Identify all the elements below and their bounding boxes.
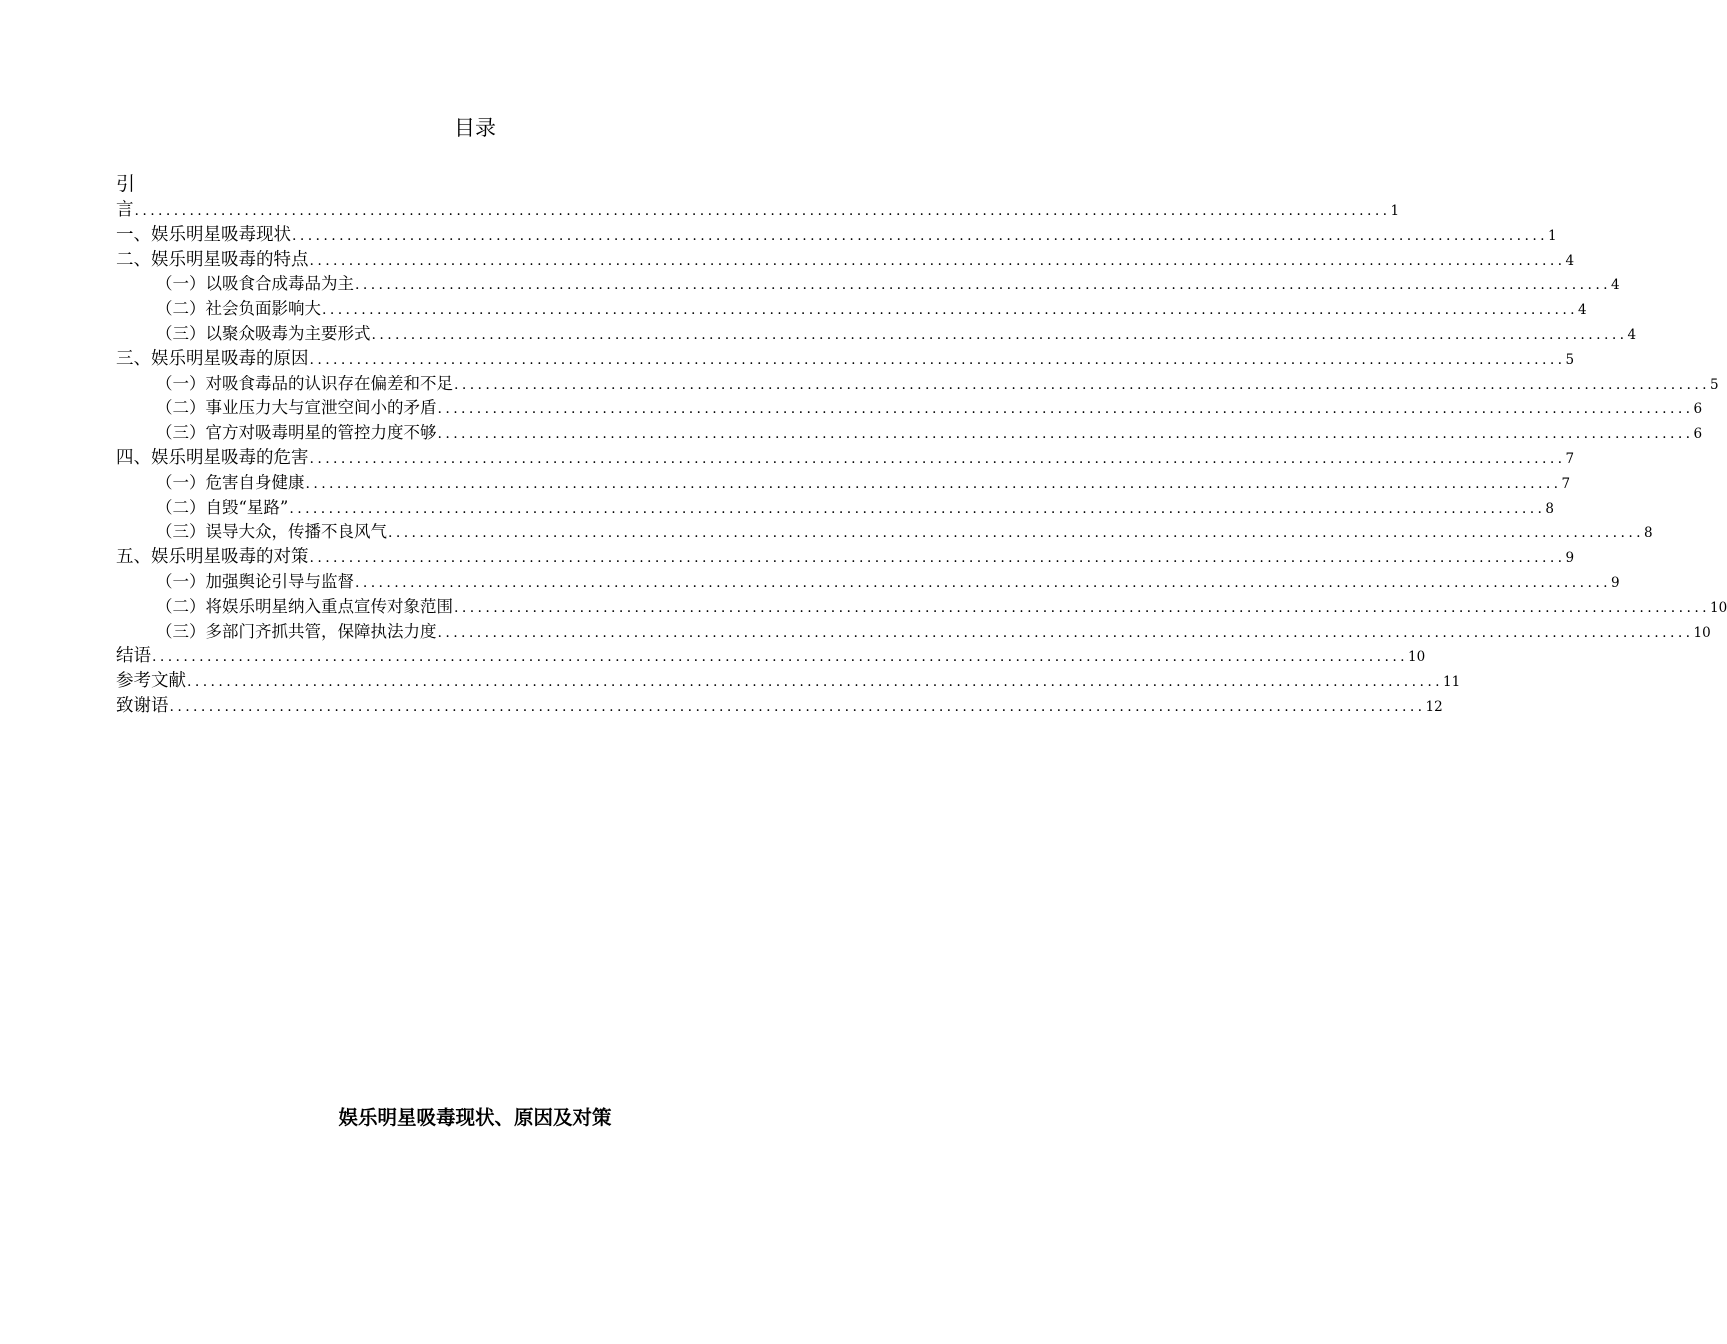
toc-entry-label: 三、娱乐明星吸毒的原因 [116, 348, 309, 369]
toc-entry-label: （二）自毁“星路” [156, 497, 289, 517]
toc-page-number: 4 [1627, 326, 1637, 343]
toc-entry[interactable] [116, 446, 1575, 471]
document-title: 娱乐明星吸毒现状、原因及对策 [338, 1106, 612, 1129]
toc-entry-label: 一、娱乐明星吸毒现状 [116, 224, 291, 245]
toc-entry[interactable] [116, 198, 1400, 223]
toc-page-number: 1 [1548, 227, 1557, 244]
toc-leader-dots: ................................................................................................................................................................ [292, 227, 1549, 244]
toc-subentry[interactable] [116, 496, 1554, 521]
toc-page-number: 7 [1565, 450, 1575, 467]
toc-leader-dots: ................................................................................................................................................................ [289, 500, 1546, 517]
toc-entry[interactable] [116, 545, 1575, 570]
toc-leader-dots: ................................................................................................................................................................ [322, 302, 1579, 319]
toc-leader-dots: ................................................................................................................................................................ [134, 203, 1391, 219]
toc-entry-label: （一）加强舆论引导与监督 [156, 571, 354, 591]
toc-page-number: 6 [1693, 426, 1703, 443]
toc-entry-label: 致谢语 [116, 695, 169, 716]
toc-page-number: 4 [1578, 302, 1587, 319]
toc-subentry[interactable] [116, 297, 1587, 322]
toc-page-number: 4 [1565, 252, 1575, 269]
toc-entry[interactable] [116, 644, 1426, 669]
toc-entry-split-line: 引 [116, 173, 136, 195]
toc-entry-label: 二、娱乐明星吸毒的特点 [116, 249, 309, 270]
toc-page-number: 1 [1390, 203, 1400, 219]
toc-entry-label: 结语 [116, 646, 151, 667]
toc-entry-label: （一）以吸食合成毒品为主 [156, 274, 354, 294]
toc-leader-dots: ................................................................................................................................................................ [305, 475, 1562, 492]
toc-leader-dots: ................................................................................................................................................................ [454, 599, 1711, 616]
toc-leader-dots: ................................................................................................................................................................ [437, 401, 1694, 418]
toc-page-number: 7 [1561, 475, 1571, 492]
toc-entry-label: （三）多部门齐抓共管，保障执法力度 [156, 621, 437, 641]
toc-entry-label: 五、娱乐明星吸毒的对策 [116, 547, 309, 568]
toc-page-number: 8 [1545, 500, 1554, 517]
toc-leader-dots: ................................................................................................................................................................ [437, 624, 1694, 641]
toc-page-number: 10 [1710, 599, 1727, 616]
toc-entry-label: （三）以聚众吸毒为主要形式 [156, 323, 371, 343]
toc-leader-dots: ................................................................................................................................................................ [355, 277, 1612, 294]
toc-page-number: 10 [1693, 624, 1711, 641]
toc-leader-dots: ................................................................................................................................................................ [371, 326, 1628, 343]
toc-page-number: 10 [1408, 649, 1426, 666]
toc-page-number: 8 [1644, 525, 1653, 542]
toc-entry-label: （一）危害自身健康 [156, 472, 305, 492]
toc-subentry[interactable] [116, 372, 1719, 397]
toc-subentry[interactable] [116, 620, 1711, 645]
toc-subentry[interactable] [116, 322, 1637, 347]
toc-page-number: 4 [1611, 277, 1620, 294]
toc-page-number: 12 [1425, 698, 1443, 715]
toc-entry-label: （二）社会负面影响大 [156, 299, 321, 319]
toc-leader-dots: ................................................................................................................................................................ [355, 574, 1612, 591]
toc-subentry[interactable] [116, 272, 1620, 297]
toc-entry-label: 言 [116, 200, 134, 220]
toc-page-number: 5 [1710, 376, 1719, 393]
toc-subentry[interactable] [116, 570, 1620, 595]
toc-entry-label: （二）将娱乐明星纳入重点宣传对象范围 [156, 596, 453, 616]
toc-page-number: 9 [1611, 574, 1620, 591]
toc-entry[interactable] [116, 223, 1557, 248]
toc-leader-dots: ................................................................................................................................................................ [309, 550, 1566, 567]
toc-entry-label: （三）官方对吸毒明星的管控力度不够 [156, 423, 437, 443]
toc-entry-label: 四、娱乐明星吸毒的危害 [116, 447, 309, 468]
toc-leader-dots: ................................................................................................................................................................ [309, 450, 1566, 467]
toc-subentry[interactable] [116, 421, 1703, 446]
toc-entry-label: （二）事业压力大与宣泄空间小的矛盾 [156, 398, 437, 418]
toc-entry-label: 参考文献 [116, 671, 186, 692]
toc-subentry[interactable] [116, 595, 1727, 620]
toc-entry-label: （一）对吸食毒品的认识存在偏差和不足 [156, 373, 453, 393]
toc-subentry[interactable] [116, 396, 1703, 421]
toc-entry[interactable] [116, 347, 1575, 372]
toc-leader-dots: ................................................................................................................................................................ [152, 649, 1409, 666]
toc-entry[interactable] [116, 694, 1443, 719]
toc-leader-dots: ................................................................................................................................................................ [454, 376, 1711, 393]
table-of-contents [116, 172, 1727, 719]
toc-page-number: 5 [1565, 351, 1575, 368]
toc-subentry[interactable] [116, 520, 1653, 545]
toc-leader-dots: ................................................................................................................................................................ [187, 674, 1444, 691]
toc-page-number: 6 [1693, 401, 1703, 418]
toc-leader-dots: ................................................................................................................................................................ [437, 426, 1694, 443]
toc-subentry[interactable] [116, 471, 1571, 496]
toc-entry[interactable] [116, 669, 1461, 694]
toc-leader-dots: ................................................................................................................................................................ [169, 698, 1426, 715]
toc-page-number: 11 [1443, 674, 1461, 691]
toc-leader-dots: ................................................................................................................................................................ [309, 252, 1566, 269]
toc-entry[interactable] [116, 248, 1575, 273]
toc-entry-label: （三）误导大众，传播不良风气 [156, 522, 387, 542]
toc-page-number: 9 [1565, 550, 1575, 567]
toc-leader-dots: ................................................................................................................................................................ [388, 525, 1645, 542]
toc-leader-dots: ................................................................................................................................................................ [309, 351, 1566, 368]
toc-title: 目录 [454, 116, 496, 140]
